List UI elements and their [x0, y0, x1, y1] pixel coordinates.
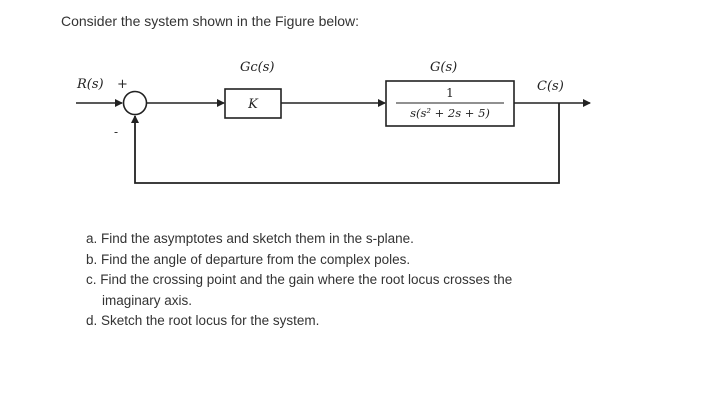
problem-prompt: Consider the system shown in the Figure below: [61, 13, 360, 29]
question-c: c. Find the crossing point and the gain where the root locus crosses the imaginary axis. [86, 272, 513, 308]
summing-junction [124, 92, 147, 115]
plant-numerator: 1 [446, 86, 454, 100]
input-label: R(s) [77, 77, 104, 92]
question-a: a. Find the asymptotes and sketch them in the s-plane. [86, 231, 414, 246]
plant-label: G(s) [430, 60, 458, 75]
summing-minus-sign: - [114, 125, 119, 139]
summing-plus-sign: + [117, 77, 128, 92]
question-d: d. Sketch the root locus for the system. [86, 313, 320, 328]
output-label: C(s) [537, 79, 564, 94]
controller-gain: K [248, 97, 258, 112]
controller-label: Gᴄ(s) [240, 60, 275, 75]
question-list [86, 229, 566, 332]
plant-denominator: s(s² + 2s + 5) [410, 106, 490, 120]
question-b: b. Find the angle of departure from the complex poles. [86, 251, 411, 267]
